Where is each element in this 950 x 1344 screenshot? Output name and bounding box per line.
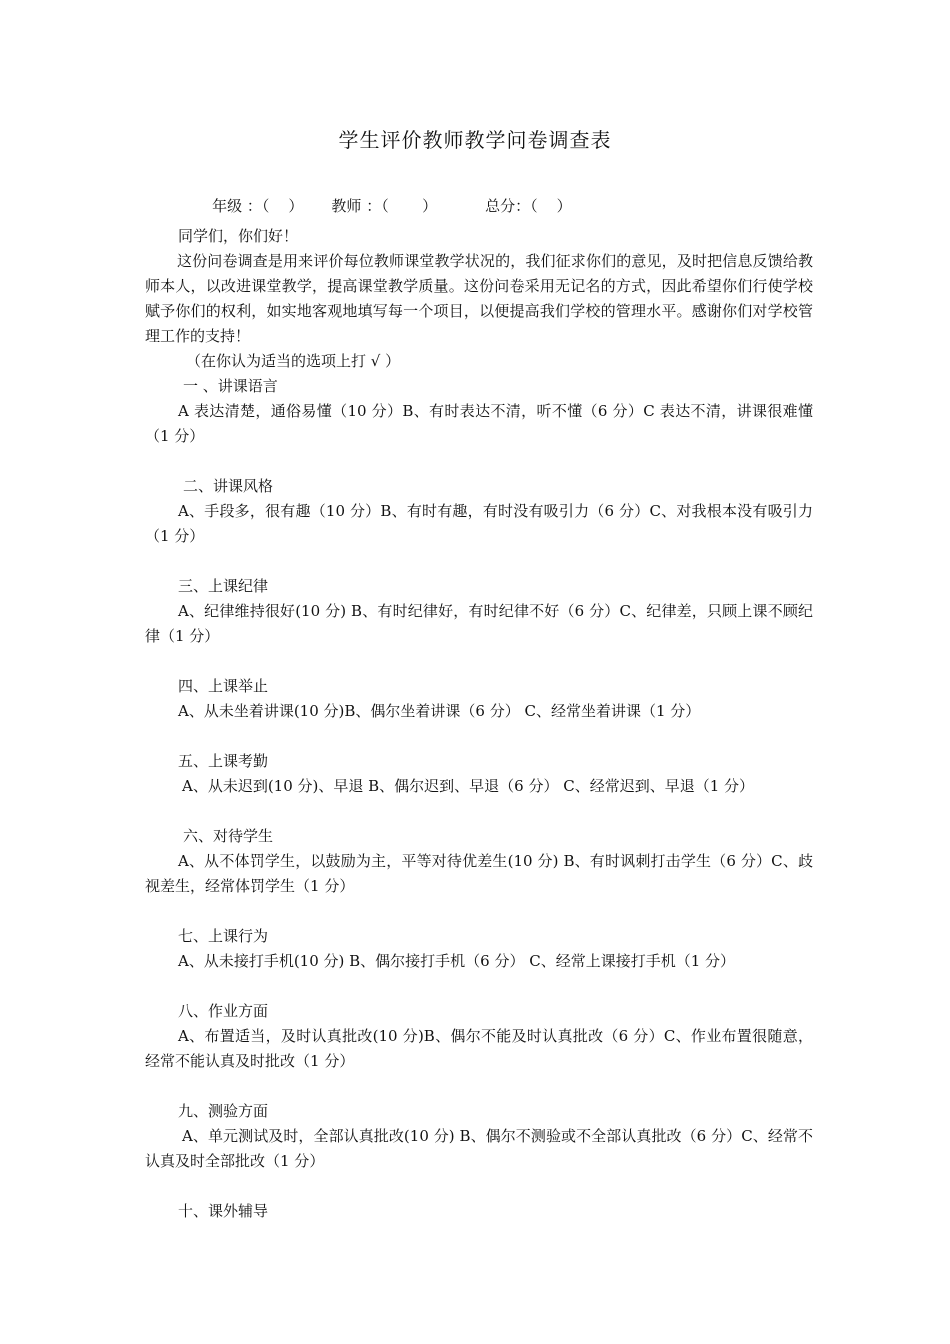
section-options-6[interactable]: A、从不体罚学生，以鼓励为主，平等对待优差生(10 分) B、有时讽刺打击学生（6 分）C、歧视差生，经常体罚学生（1 分） (145, 852, 813, 895)
section-options-7[interactable]: A、从未接打手机(10 分) B、偶尔接打手机（6 分） C、经常上课接打手机（1 分） (178, 952, 736, 970)
section-options-2[interactable]: A、手段多，很有趣（10 分）B、有时有趣，有时没有吸引力（6 分）C、对我根本没有吸引力（1 分） (145, 502, 813, 545)
section-heading-7: 七、上课行为 (178, 927, 269, 945)
document-title: 学生评价教师教学问卷调查表 (338, 128, 612, 152)
section-options-8[interactable]: A、布置适当，及时认真批改(10 分)B、偶尔不能及时认真批改（6 分）C、作业布置很随意，经常不能认真及时批改（1 分） (145, 1027, 813, 1070)
section-options-4[interactable]: A、从未坐着讲课(10 分)B、偶尔坐着讲课（6 分） C、经常坐着讲课（1 分） (178, 702, 701, 720)
section-heading-4: 四、上课举止 (178, 677, 269, 695)
section-options-3[interactable]: A、纪律维持很好(10 分) B、有时纪律好，有时纪律不好（6 分）C、纪律差，只顾上课不顾纪律（1 分） (145, 602, 813, 645)
greeting: 同学们，你们好！ (178, 227, 299, 245)
grade-field[interactable]: 年级 ：（ ） (212, 197, 304, 215)
section-heading-2: 二、讲课风格 (183, 477, 274, 495)
teacher-field[interactable]: 教师 ：（ ） (331, 197, 438, 215)
intro-paragraph: 这份问卷调查是用来评价每位教师课堂教学状况的，我们征求你们的意见，及时把信息反馈给教师本人，以改进课堂教学，提高课堂教学质量。这份问卷采用无记名的方式，因此希望你们行使学校赋予你们的权利，如实地客观地填写每一个项目，以便提高我们学校的管理水平。感谢你们对学校管理工作的支持！ (145, 252, 813, 345)
section-heading-8: 八、作业方面 (178, 1002, 269, 1020)
section-heading-6: 六、对待学生 (183, 827, 274, 845)
section-heading-5: 五、上课考勤 (178, 752, 269, 770)
section-heading-3: 三、上课纪律 (178, 577, 269, 595)
section-options-9[interactable]: A、单元测试及时，全部认真批改(10 分) B、偶尔不测验或不全部认真批改（6 分）C、经常不认真及时全部批改（1 分） (145, 1127, 813, 1170)
instruction: （在你认为适当的选项上打 √ ） (186, 352, 401, 370)
section-heading-9: 九、测验方面 (178, 1102, 269, 1120)
section-heading-1: 一 、讲课语言 (183, 377, 278, 395)
section-options-1[interactable]: A 表达清楚，通俗易懂（10 分）B、有时表达不清，听不懂（6 分）C 表达不清，讲课很难懂（1 分） (145, 402, 813, 445)
section-heading-10: 十、课外辅导 (178, 1202, 269, 1220)
total-score-field[interactable]: 总分：（ ） (485, 197, 572, 215)
section-options-5[interactable]: A、从未迟到(10 分)、早退 B、偶尔迟到、早退（6 分） C、经常迟到、早退（1 分） (182, 777, 755, 795)
